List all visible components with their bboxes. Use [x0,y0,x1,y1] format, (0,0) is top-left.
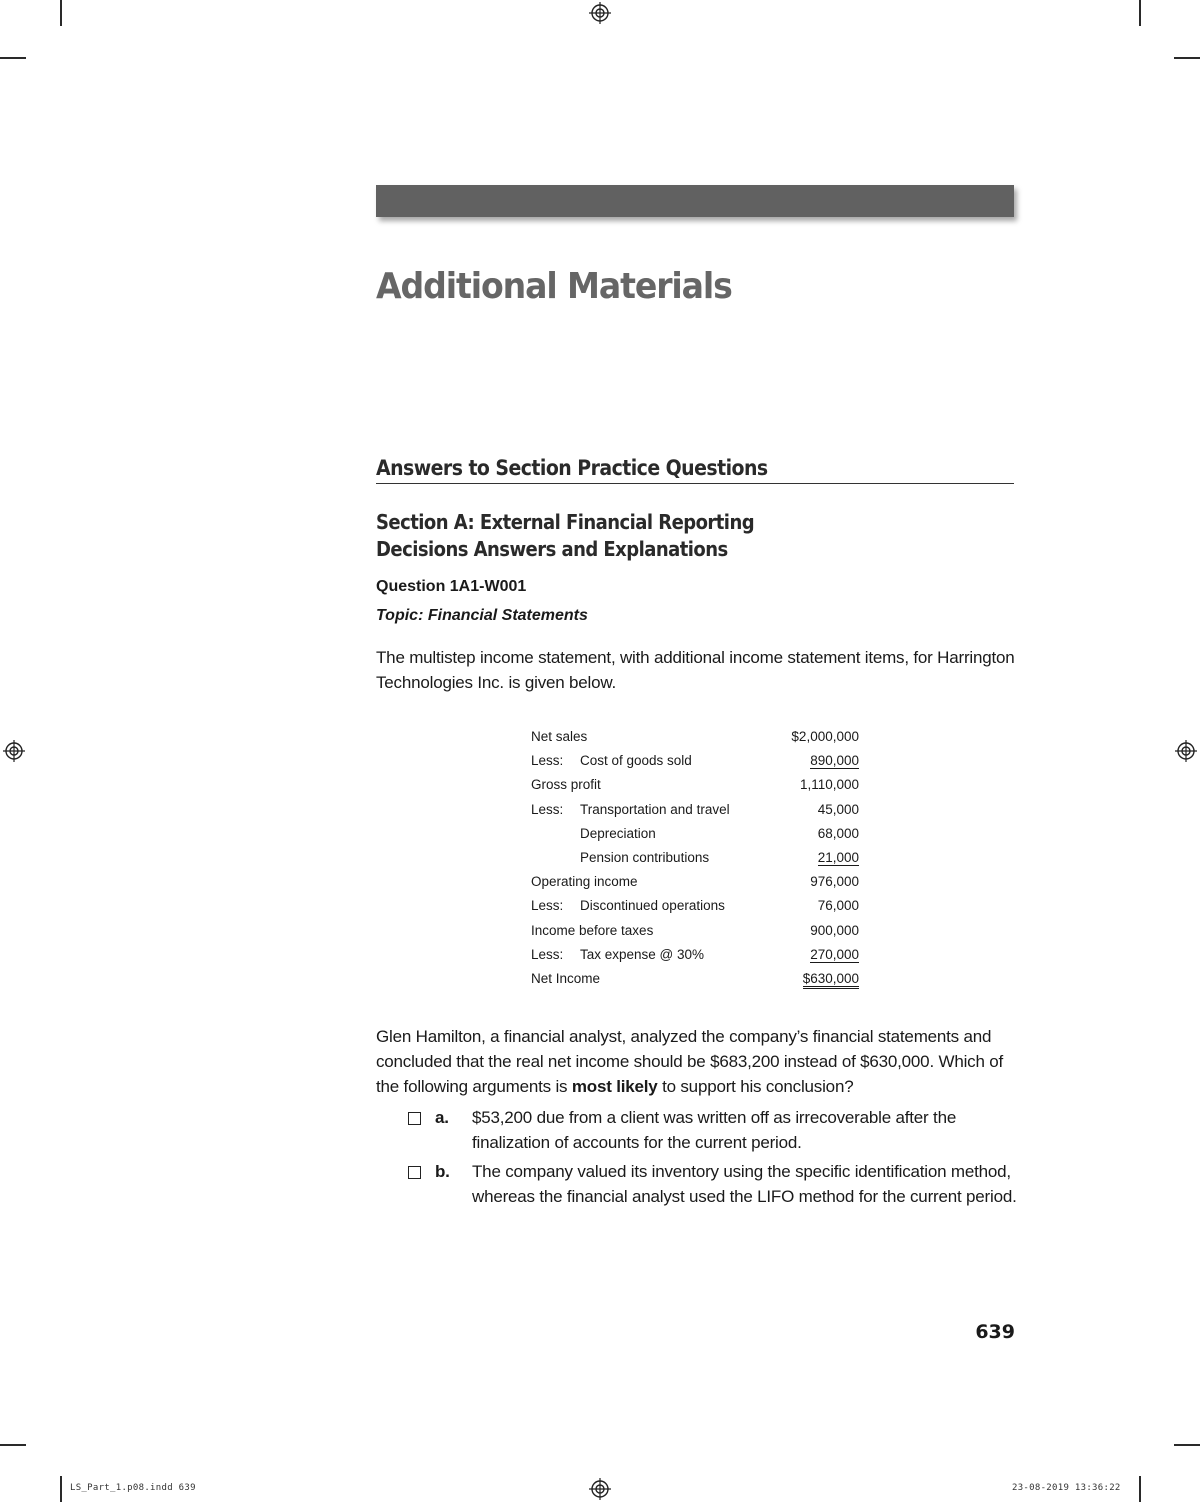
section-heading-text: Answers to Section Practice Questions [376,456,768,480]
subsection-heading-line2: Decisions Answers and Explanations [376,537,728,561]
question-intro: The multistep income statement, with additional income statement items, for Harrington Technologies Inc. is given below. [376,648,1015,692]
option-b-checkbox[interactable] [408,1166,421,1179]
question-stem [376,1024,1016,1099]
statement-row [531,824,861,848]
registration-mark-icon [589,1478,611,1500]
question-stem-emphasis: most likely [571,1077,658,1096]
subsection-heading [376,509,876,563]
chapter-title: Additional Materials [376,266,732,307]
statement-item-label: Tax expense @ 30% [580,946,705,962]
statement-item-label: Transportation and travel [580,801,730,817]
statement-item-amount: 21,000 [817,849,859,865]
page-number: 639 [975,1321,1015,1343]
slug-file: LS_Part_1.p08.indd 639 [70,1483,196,1493]
option-a-letter: a. [435,1108,449,1127]
option-a-checkbox[interactable] [408,1112,421,1125]
section-heading [376,456,1014,484]
statement-item-label: Net Income [531,970,601,986]
statement-item-amount: 76,000 [817,898,859,914]
income-statement-table [531,727,861,993]
crop-mark [1139,0,1141,26]
crop-mark [60,0,62,26]
statement-item-label: Discontinued operations [580,898,725,914]
statement-less-label: Less: [531,801,564,817]
statement-item-amount: $630,000 [803,971,859,989]
statement-item-label: Income before taxes [531,922,654,938]
question-topic: Topic: Financial Statements [376,607,588,624]
statement-row [531,775,861,799]
statement-item-label: Cost of goods sold [580,753,692,769]
crop-mark [1174,1444,1200,1446]
option-b-text: The company valued its inventory using the specific identification method, whereas the financial analyst used the LIFO method for the current period. [472,1162,1017,1206]
statement-item-amount: 900,000 [810,922,859,938]
crop-mark [0,1444,26,1446]
statement-row [531,751,861,775]
statement-row [531,945,861,969]
chapter-header-bar [376,185,1014,217]
statement-item-label: Operating income [531,874,638,890]
registration-mark-icon [1175,740,1197,762]
statement-less-label: Less: [531,753,564,769]
statement-row [531,848,861,872]
statement-row [531,969,861,993]
crop-mark [1139,1476,1141,1502]
statement-less-label: Less: [531,946,564,962]
statement-item-amount: $2,000,000 [791,729,859,744]
subsection-heading-line1: Section A: External Financial Reporting [376,510,755,534]
statement-item-amount: 68,000 [817,825,859,841]
option-b-letter: b. [435,1162,450,1181]
statement-row [531,921,861,945]
statement-item-amount: 270,000 [810,946,859,962]
option-a-text: $53,200 due from a client was written off as irrecoverable after the finalization of accounts for the current period. [472,1108,957,1152]
question-stem-part2: to support his conclusion? [657,1077,854,1096]
statement-item-amount: 45,000 [817,801,859,817]
statement-row [531,896,861,920]
registration-mark-icon [589,2,611,24]
statement-item-label: Pension contributions [580,849,710,865]
statement-item-label: Gross profit [531,777,601,793]
statement-item-label: Depreciation [580,825,656,841]
statement-less-label: Less: [531,898,564,914]
question-stem-part1: Glen Hamilton, a financial analyst, analyzed the company’s financial statements and concluded that the real net income should be $683,200 instead of $630,000. Which of the following arguments is [376,1027,1004,1096]
statement-item-amount: 890,000 [810,753,859,769]
crop-mark [1174,57,1200,59]
question-id: Question 1A1-W001 [376,578,527,595]
statement-row [531,800,861,824]
slug-timestamp: 23-08-2019 13:36:22 [1012,1483,1121,1493]
statement-item-label: Net sales [531,729,588,744]
statement-item-amount: 976,000 [810,874,859,890]
crop-mark [60,1476,62,1502]
crop-mark [0,57,26,59]
statement-row [531,872,861,896]
statement-row [531,727,861,751]
statement-item-amount: 1,110,000 [799,777,859,793]
registration-mark-icon [3,740,25,762]
